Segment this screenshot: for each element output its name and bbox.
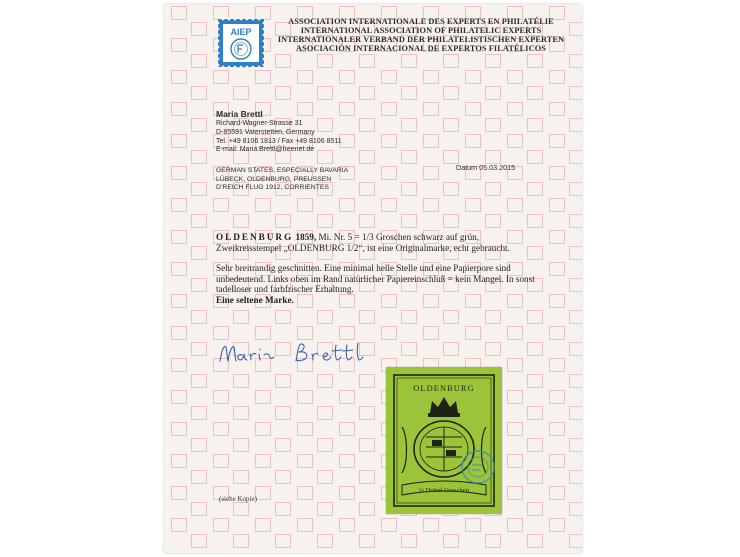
watermark-mark	[381, 102, 397, 116]
watermark-mark	[443, 182, 459, 196]
watermark-mark	[527, 182, 543, 196]
sender-street: Richard-Wagner-Strasse 31	[216, 120, 303, 127]
watermark-mark	[507, 134, 523, 148]
watermark-mark	[191, 278, 207, 292]
watermark-mark	[191, 502, 207, 516]
watermark-row	[171, 454, 575, 470]
watermark-mark	[191, 54, 207, 68]
certificate-paragraph-2	[216, 263, 546, 305]
watermark-mark	[507, 390, 523, 404]
copy-note: (siehe Kopie)	[219, 495, 257, 503]
watermark-mark	[465, 326, 481, 340]
watermark-mark	[443, 118, 459, 132]
watermark-mark	[317, 534, 333, 548]
watermark-mark	[275, 374, 291, 388]
watermark-mark	[359, 502, 375, 516]
watermark-mark	[171, 358, 187, 372]
watermark-mark	[191, 374, 207, 388]
watermark-mark	[527, 502, 543, 516]
stamp-year: 1859,	[295, 232, 317, 242]
watermark-mark	[359, 374, 375, 388]
watermark-mark	[359, 534, 375, 548]
watermark-mark	[569, 214, 582, 228]
watermark-mark	[359, 438, 375, 452]
watermark-mark	[549, 486, 565, 500]
watermark-mark	[569, 278, 582, 292]
watermark-mark	[275, 438, 291, 452]
stamp-description: Mi. Nr. 5 = 1/3 Groschen schwarz auf grün, Zweikreisstempel „OLDENBURG 1/2“, ist eine Originalmarke, echt gebraucht.	[216, 232, 510, 253]
watermark-row	[171, 534, 575, 550]
watermark-mark	[423, 166, 439, 180]
watermark-mark	[275, 86, 291, 100]
watermark-row	[171, 374, 575, 390]
watermark-mark	[297, 422, 313, 436]
watermark-mark	[465, 102, 481, 116]
svg-text:⅓ Drittel Groschen: ⅓ Drittel Groschen	[418, 487, 470, 494]
watermark-mark	[485, 214, 501, 228]
watermark-mark	[171, 294, 187, 308]
certificate-sheet	[164, 4, 582, 553]
watermark-mark	[339, 518, 355, 532]
watermark-mark	[317, 214, 333, 228]
specialty-line: GERMAN STATES, ESPECIALLY BAVARIA	[216, 167, 349, 174]
watermark-row	[171, 198, 575, 214]
watermark-mark	[171, 486, 187, 500]
watermark-mark	[549, 518, 565, 532]
watermark-mark	[527, 406, 543, 420]
watermark-mark	[359, 182, 375, 196]
watermark-mark	[423, 134, 439, 148]
watermark-mark	[171, 166, 187, 180]
watermark-mark	[255, 326, 271, 340]
watermark-mark	[401, 182, 417, 196]
watermark-mark	[171, 70, 187, 84]
watermark-row	[171, 518, 575, 534]
watermark-mark	[171, 230, 187, 244]
watermark-mark	[213, 422, 229, 436]
watermark-mark	[569, 534, 582, 548]
watermark-mark	[191, 214, 207, 228]
watermark-mark	[443, 86, 459, 100]
watermark-mark	[569, 182, 582, 196]
watermark-mark	[485, 118, 501, 132]
watermark-mark	[569, 150, 582, 164]
sender-name: Maria Brettl	[216, 109, 263, 119]
association-line-de: INTERNATIONALER VERBAND DER PHILATELISTISCHEN EXPERTEN	[277, 35, 565, 44]
watermark-mark	[549, 166, 565, 180]
watermark-mark	[171, 38, 187, 52]
watermark-mark	[569, 342, 582, 356]
watermark-mark	[317, 86, 333, 100]
watermark-mark	[255, 390, 271, 404]
watermark-mark	[507, 422, 523, 436]
watermark-mark	[171, 262, 187, 276]
association-line-en: INTERNATIONAL ASSOCIATION OF PHILATELIC EXPERTS	[300, 26, 542, 35]
watermark-row	[171, 406, 575, 422]
watermark-mark	[255, 422, 271, 436]
condition-description: Sehr breitrandig geschnitten. Eine minimal helle Stelle und eine Papierpore sind unbedeutend. Links oben im Rand natürlicher Papiereinschluß = kein Mangel. In sonst tadelloser und farbfrischer Erhaltung.	[216, 263, 535, 295]
certificate-date: Datum 05.03.2015	[456, 163, 516, 172]
watermark-mark	[527, 374, 543, 388]
watermark-mark	[359, 310, 375, 324]
watermark-mark	[233, 534, 249, 548]
watermark-mark	[401, 310, 417, 324]
watermark-mark	[233, 374, 249, 388]
watermark-mark	[255, 70, 271, 84]
watermark-mark	[297, 390, 313, 404]
watermark-mark	[381, 326, 397, 340]
watermark-mark	[527, 54, 543, 68]
watermark-mark	[171, 102, 187, 116]
watermark-mark	[549, 454, 565, 468]
watermark-row	[171, 438, 575, 454]
watermark-mark	[443, 310, 459, 324]
watermark-mark	[485, 534, 501, 548]
watermark-mark	[569, 470, 582, 484]
watermark-mark	[443, 214, 459, 228]
watermark-mark	[233, 406, 249, 420]
signature	[216, 339, 376, 367]
watermark-mark	[275, 310, 291, 324]
watermark-mark	[527, 438, 543, 452]
association-line-fr: ASSOCIATION INTERNATIONALE DES EXPERTS EN PHILATÉLIE	[288, 17, 554, 26]
watermark-mark	[549, 70, 565, 84]
watermark-mark	[171, 390, 187, 404]
watermark-mark	[317, 310, 333, 324]
watermark-mark	[465, 134, 481, 148]
watermark-mark	[569, 54, 582, 68]
watermark-mark	[213, 454, 229, 468]
aiep-logo	[216, 17, 266, 69]
watermark-mark	[401, 54, 417, 68]
watermark-mark	[507, 358, 523, 372]
watermark-mark	[527, 150, 543, 164]
watermark-mark	[423, 102, 439, 116]
handwritten-signature-icon	[216, 339, 376, 367]
svg-text:AIEP: AIEP	[230, 27, 252, 37]
watermark-mark	[171, 6, 187, 20]
watermark-mark	[317, 470, 333, 484]
watermark-mark	[359, 86, 375, 100]
watermark-mark	[275, 534, 291, 548]
watermark-mark	[233, 310, 249, 324]
watermark-mark	[381, 166, 397, 180]
watermark-mark	[443, 342, 459, 356]
specialties	[216, 167, 348, 193]
specialty-line: LÜBECK, OLDENBURG, PREUSSEN	[216, 175, 332, 183]
specialty-line: D’REICH FLUG 1912, CORRIENTES	[216, 184, 329, 192]
watermark-mark	[339, 486, 355, 500]
watermark-mark	[171, 134, 187, 148]
watermark-mark	[423, 518, 439, 532]
watermark-mark	[569, 502, 582, 516]
watermark-mark	[527, 118, 543, 132]
watermark-mark	[359, 406, 375, 420]
watermark-mark	[549, 422, 565, 436]
watermark-mark	[465, 70, 481, 84]
watermark-mark	[317, 406, 333, 420]
watermark-mark	[213, 326, 229, 340]
watermark-mark	[381, 134, 397, 148]
watermark-mark	[339, 70, 355, 84]
watermark-mark	[569, 310, 582, 324]
watermark-mark	[171, 422, 187, 436]
watermark-mark	[339, 198, 355, 212]
watermark-mark	[191, 470, 207, 484]
sender-email: E-mail: Maria.Brettl@freenet.de	[216, 146, 315, 154]
watermark-mark	[191, 246, 207, 260]
watermark-mark	[297, 326, 313, 340]
watermark-mark	[485, 342, 501, 356]
watermark-mark	[423, 326, 439, 340]
watermark-mark	[275, 214, 291, 228]
watermark-mark	[255, 486, 271, 500]
watermark-mark	[191, 22, 207, 36]
watermark-mark	[255, 198, 271, 212]
watermark-mark	[569, 246, 582, 260]
watermark-mark	[191, 438, 207, 452]
watermark-mark	[507, 454, 523, 468]
watermark-mark	[507, 326, 523, 340]
certificate-text	[216, 232, 546, 306]
watermark-mark	[401, 150, 417, 164]
sender-city: D-85591 Vaterstetten, Germany	[216, 128, 315, 136]
watermark-mark	[465, 518, 481, 532]
watermark-mark	[317, 438, 333, 452]
stamp-country: OLDENBURG	[216, 232, 294, 242]
watermark-mark	[339, 390, 355, 404]
watermark-mark	[549, 390, 565, 404]
watermark-mark	[507, 70, 523, 84]
watermark-mark	[401, 118, 417, 132]
watermark-mark	[465, 198, 481, 212]
watermark-mark	[569, 374, 582, 388]
watermark-mark	[485, 150, 501, 164]
watermark-mark	[191, 150, 207, 164]
watermark-mark	[297, 70, 313, 84]
watermark-mark	[549, 262, 565, 276]
watermark-mark	[423, 70, 439, 84]
watermark-mark	[233, 470, 249, 484]
watermark-row	[171, 310, 575, 326]
rarity-note: Eine seltene Marke.	[216, 294, 294, 305]
watermark-mark	[339, 326, 355, 340]
watermark-mark	[443, 150, 459, 164]
watermark-mark	[381, 198, 397, 212]
watermark-mark	[507, 102, 523, 116]
watermark-mark	[527, 534, 543, 548]
watermark-mark	[569, 406, 582, 420]
watermark-mark	[549, 326, 565, 340]
watermark-mark	[255, 454, 271, 468]
watermark-row	[171, 422, 575, 438]
watermark-mark	[527, 470, 543, 484]
watermark-mark	[401, 214, 417, 228]
watermark-mark	[549, 198, 565, 212]
certificate-paragraph-1	[216, 232, 546, 253]
watermark-mark	[191, 342, 207, 356]
watermark-mark	[191, 86, 207, 100]
watermark-mark	[317, 54, 333, 68]
watermark-mark	[423, 198, 439, 212]
watermark-mark	[191, 310, 207, 324]
watermark-mark	[339, 422, 355, 436]
watermark-mark	[527, 86, 543, 100]
watermark-mark	[317, 502, 333, 516]
watermark-row	[171, 86, 575, 102]
watermark-row	[171, 502, 575, 518]
watermark-mark	[297, 518, 313, 532]
watermark-mark	[213, 198, 229, 212]
watermark-mark	[191, 534, 207, 548]
watermark-mark	[213, 390, 229, 404]
watermark-mark	[171, 518, 187, 532]
watermark-mark	[297, 486, 313, 500]
oldenburg-stamp-icon	[386, 367, 502, 514]
watermark-mark	[359, 54, 375, 68]
watermark-mark	[359, 118, 375, 132]
sender-phone: Tel. +49 8106 1813 / Fax +49 8106 8511	[216, 137, 342, 145]
watermark-mark	[171, 326, 187, 340]
watermark-mark	[275, 406, 291, 420]
watermark-row	[171, 214, 575, 230]
watermark-mark	[485, 86, 501, 100]
association-line-es: ASOCIACIÓN INTERNACIONAL DE EXPERTOS FILATÉLICOS	[296, 44, 546, 53]
watermark-mark	[191, 406, 207, 420]
watermark-row	[171, 390, 575, 406]
watermark-mark	[297, 198, 313, 212]
watermark-mark	[171, 198, 187, 212]
watermark-mark	[549, 102, 565, 116]
watermark-mark	[401, 86, 417, 100]
stamp-photo	[386, 367, 502, 514]
watermark-mark	[485, 182, 501, 196]
watermark-mark	[191, 118, 207, 132]
watermark-mark	[401, 342, 417, 356]
watermark-mark	[485, 54, 501, 68]
watermark-mark	[507, 198, 523, 212]
watermark-mark	[569, 118, 582, 132]
watermark-mark	[255, 518, 271, 532]
watermark-mark	[171, 454, 187, 468]
watermark-mark	[339, 454, 355, 468]
watermark-mark	[233, 438, 249, 452]
svg-text:OLDENBURG: OLDENBURG	[413, 383, 475, 393]
watermark-mark	[549, 294, 565, 308]
watermark-mark	[507, 486, 523, 500]
watermark-mark	[443, 54, 459, 68]
watermark-row	[171, 470, 575, 486]
watermark-mark	[549, 134, 565, 148]
watermark-mark	[569, 438, 582, 452]
watermark-mark	[275, 54, 291, 68]
watermark-mark	[213, 70, 229, 84]
watermark-mark	[233, 502, 249, 516]
watermark-mark	[443, 534, 459, 548]
watermark-mark	[527, 214, 543, 228]
watermark-mark	[359, 470, 375, 484]
watermark-mark	[507, 518, 523, 532]
watermark-mark	[359, 214, 375, 228]
watermark-mark	[549, 358, 565, 372]
watermark-mark	[275, 502, 291, 516]
watermark-mark	[233, 214, 249, 228]
watermark-mark	[485, 310, 501, 324]
watermark-mark	[527, 342, 543, 356]
watermark-mark	[549, 230, 565, 244]
watermark-mark	[213, 518, 229, 532]
association-header	[276, 17, 566, 53]
watermark-mark	[191, 182, 207, 196]
watermark-mark	[569, 22, 582, 36]
aiep-stamp-icon	[216, 17, 266, 69]
watermark-mark	[317, 374, 333, 388]
watermark-mark	[359, 150, 375, 164]
watermark-mark	[381, 518, 397, 532]
watermark-mark	[297, 454, 313, 468]
watermark-mark	[527, 310, 543, 324]
sender-address	[216, 109, 342, 155]
watermark-mark	[275, 470, 291, 484]
watermark-mark	[569, 86, 582, 100]
watermark-mark	[401, 534, 417, 548]
watermark-row	[171, 70, 575, 86]
watermark-mark	[233, 86, 249, 100]
watermark-mark	[381, 70, 397, 84]
